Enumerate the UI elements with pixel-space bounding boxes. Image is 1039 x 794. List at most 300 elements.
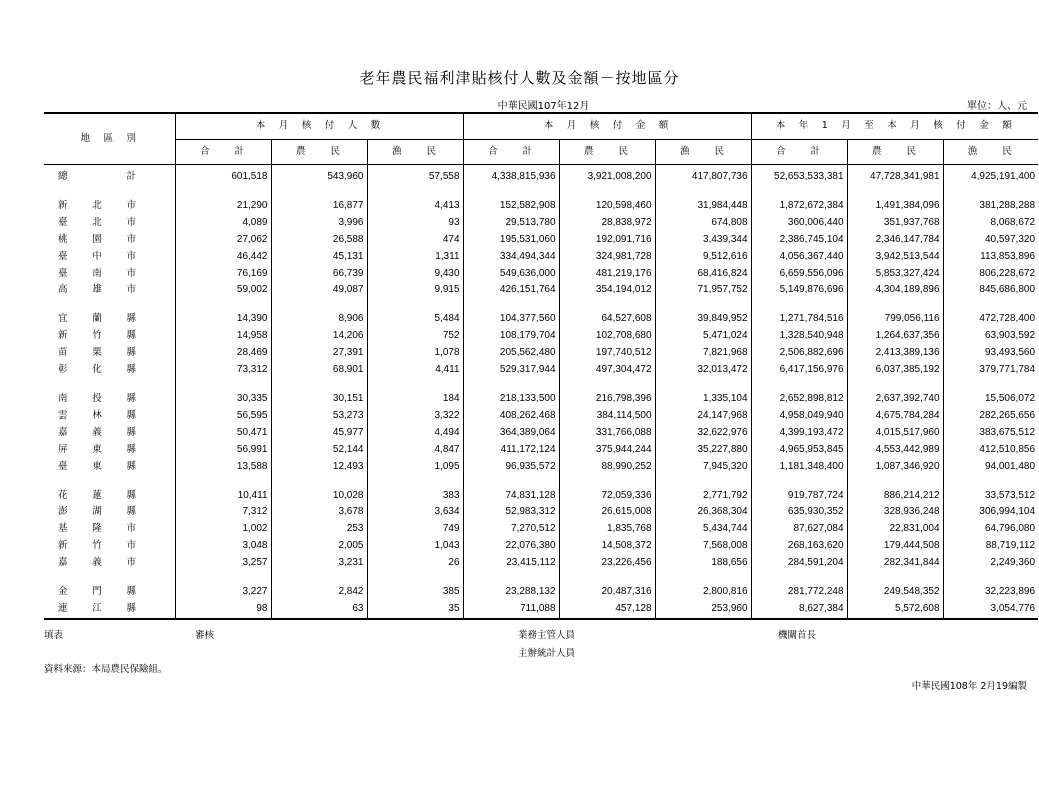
region-name [44,521,175,538]
region-char: 新 [58,330,68,342]
cell-amount-fisher: 1,335,104 [655,391,751,408]
cell-people-farmer: 16,877 [271,198,367,215]
cell-amount-fisher: 7,821,968 [655,345,751,362]
region-char: 縣 [126,347,136,359]
cell-people-farmer: 63 [271,601,367,619]
cell-amount-farmer: 64,527,608 [559,311,655,328]
cell-ytd-farmer: 5,572,608 [847,601,943,619]
cell-people-farmer: 12,493 [271,459,367,476]
cell-amount-total: 529,317,944 [463,362,559,379]
cell-amount-fisher: 5,434,744 [655,521,751,538]
cell-amount-fisher: 417,807,736 [655,165,751,186]
cell-amount-farmer: 354,194,012 [559,282,655,299]
cell-ytd-fisher: 472,728,400 [943,311,1038,328]
region-char: 嘉 [58,426,68,438]
cell-people-fisher: 4,494 [367,425,463,442]
cell-ytd-farmer: 249,548,352 [847,584,943,601]
cell-ytd-total: 268,163,620 [751,538,847,555]
header-amount-total: 合 計 [463,140,559,165]
cell-amount-total: 23,415,112 [463,555,559,572]
cell-people-total: 3,227 [175,584,271,601]
cell-people-total: 56,595 [175,408,271,425]
spacer-row [44,186,1038,198]
cell-ytd-total: 1,271,784,516 [751,311,847,328]
cell-ytd-farmer: 2,413,389,136 [847,345,943,362]
region-char: 市 [126,267,136,279]
cell-amount-fisher: 2,800,816 [655,584,751,601]
cell-people-total: 1,002 [175,521,271,538]
footer-supervisor: 業務主管人員 [518,630,576,641]
footer-statistics: 主辦統計人員 [518,648,576,659]
header-ytd-farmer: 農 民 [847,140,943,165]
data-source: 資料來源：本局農民保險組。 [44,664,168,675]
header-people-total: 合 計 [175,140,271,165]
cell-ytd-farmer: 2,637,392,740 [847,391,943,408]
region-char: 隆 [92,523,102,535]
region-char: 栗 [92,347,102,359]
cell-people-fisher: 1,078 [367,345,463,362]
cell-ytd-total: 1,328,540,948 [751,328,847,345]
cell-ytd-farmer: 22,831,004 [847,521,943,538]
cell-amount-fisher: 188,656 [655,555,751,572]
region-char: 連 [58,602,68,614]
region-char: 縣 [126,392,136,404]
region-name [44,311,175,328]
cell-amount-fisher: 9,512,616 [655,249,751,266]
region-char: 中 [92,250,102,262]
cell-amount-total: 205,562,480 [463,345,559,362]
region-char: 新 [58,540,68,552]
cell-people-farmer: 3,678 [271,504,367,521]
cell-amount-total: 218,133,500 [463,391,559,408]
region-char: 市 [126,557,136,569]
cell-amount-total: 23,288,132 [463,584,559,601]
cell-amount-total: 152,582,908 [463,198,559,215]
region-name [44,198,175,215]
cell-amount-total: 411,172,124 [463,442,559,459]
region-char: 縣 [126,506,136,518]
cell-people-fisher: 3,322 [367,408,463,425]
cell-amount-farmer: 20,487,316 [559,584,655,601]
region-char: 高 [58,284,68,296]
table-row [44,442,1038,459]
cell-ytd-total: 1,181,348,400 [751,459,847,476]
page-title: 老年農民福利津貼核付人數及金額－按地區分 [359,69,680,87]
cell-ytd-fisher: 383,675,512 [943,425,1038,442]
cell-ytd-total: 5,149,876,696 [751,282,847,299]
cell-ytd-total: 4,965,953,845 [751,442,847,459]
cell-people-farmer: 45,977 [271,425,367,442]
cell-people-farmer: 543,960 [271,165,367,186]
cell-people-farmer: 53,273 [271,408,367,425]
spacer-row [44,476,1038,488]
cell-amount-farmer: 88,990,252 [559,459,655,476]
cell-ytd-total: 2,652,898,812 [751,391,847,408]
header-amount-fisher: 漁 民 [655,140,751,165]
region-name [44,504,175,521]
table-row [44,601,1038,619]
cell-people-farmer: 66,739 [271,266,367,283]
region-char: 市 [126,540,136,552]
cell-ytd-total: 52,653,533,381 [751,165,847,186]
header-amount-farmer: 農 民 [559,140,655,165]
cell-ytd-fisher: 306,994,104 [943,504,1038,521]
region-name [44,345,175,362]
cell-people-farmer: 45,131 [271,249,367,266]
cell-amount-total: 7,270,512 [463,521,559,538]
cell-people-farmer: 3,996 [271,215,367,232]
cell-ytd-fisher: 93,493,560 [943,345,1038,362]
cell-amount-total: 29,513,780 [463,215,559,232]
region-char: 南 [92,267,102,279]
region-char: 北 [92,199,102,211]
cell-ytd-fisher: 63,903,592 [943,328,1038,345]
cell-people-fisher: 474 [367,232,463,249]
cell-people-fisher: 4,847 [367,442,463,459]
cell-people-farmer: 49,087 [271,282,367,299]
cell-people-total: 56,991 [175,442,271,459]
region-char: 雄 [92,284,102,296]
cell-ytd-total: 1,872,672,384 [751,198,847,215]
cell-ytd-fisher: 8,068,672 [943,215,1038,232]
cell-ytd-farmer: 6,037,385,192 [847,362,943,379]
region-char: 東 [92,460,102,472]
cell-ytd-total: 635,930,352 [751,504,847,521]
cell-ytd-farmer: 179,444,508 [847,538,943,555]
region-char: 市 [126,284,136,296]
cell-amount-farmer: 331,766,088 [559,425,655,442]
cell-people-fisher: 9,915 [367,282,463,299]
cell-people-total: 50,471 [175,425,271,442]
region-char: 竹 [92,330,102,342]
region-name [44,555,175,572]
cell-ytd-farmer: 328,936,248 [847,504,943,521]
cell-ytd-farmer: 2,346,147,784 [847,232,943,249]
cell-amount-farmer: 192,091,716 [559,232,655,249]
region-char: 嘉 [58,557,68,569]
region-name [44,442,175,459]
cell-ytd-total: 6,659,556,096 [751,266,847,283]
spacer-row [44,299,1038,311]
table-row [44,198,1038,215]
cell-amount-total: 74,831,128 [463,488,559,505]
cell-amount-farmer: 324,981,728 [559,249,655,266]
cell-people-total: 4,089 [175,215,271,232]
cell-ytd-fisher: 412,510,856 [943,442,1038,459]
cell-people-fisher: 1,095 [367,459,463,476]
region-char: 縣 [126,426,136,438]
cell-ytd-fisher: 381,288,288 [943,198,1038,215]
region-char: 東 [92,443,102,455]
header-group-ytd: 本 年 1 月 至 本 月 核 付 金 額 [751,113,1038,140]
cell-people-fisher: 385 [367,584,463,601]
cell-ytd-fisher: 3,054,776 [943,601,1038,619]
cell-people-farmer: 26,588 [271,232,367,249]
cell-ytd-fisher: 113,853,896 [943,249,1038,266]
cell-people-total: 28,469 [175,345,271,362]
cell-people-fisher: 9,430 [367,266,463,283]
cell-ytd-total: 8,627,384 [751,601,847,619]
cell-amount-fisher: 3,439,344 [655,232,751,249]
table-row [44,425,1038,442]
cell-ytd-total: 6,417,156,976 [751,362,847,379]
cell-people-total: 21,290 [175,198,271,215]
region-char: 臺 [58,216,68,228]
cell-amount-total: 711,088 [463,601,559,619]
cell-ytd-farmer: 3,942,513,544 [847,249,943,266]
region-char: 金 [58,586,68,598]
region-name [44,408,175,425]
cell-people-total: 59,002 [175,282,271,299]
cell-ytd-farmer: 282,341,844 [847,555,943,572]
cell-people-farmer: 8,906 [271,311,367,328]
region-name [44,601,175,619]
region-char: 門 [92,586,102,598]
cell-ytd-fisher: 2,249,360 [943,555,1038,572]
cell-ytd-farmer: 1,087,346,920 [847,459,943,476]
cell-people-fisher: 3,634 [367,504,463,521]
cell-amount-fisher: 35,227,880 [655,442,751,459]
cell-people-fisher: 93 [367,215,463,232]
cell-ytd-farmer: 351,937,768 [847,215,943,232]
cell-amount-farmer: 481,219,176 [559,266,655,283]
cell-amount-total: 4,338,815,936 [463,165,559,186]
cell-amount-fisher: 32,013,472 [655,362,751,379]
cell-ytd-fisher: 33,573,512 [943,488,1038,505]
cell-amount-farmer: 216,798,396 [559,391,655,408]
cell-people-fisher: 1,311 [367,249,463,266]
cell-people-fisher: 5,484 [367,311,463,328]
table-row [44,232,1038,249]
cell-amount-farmer: 375,944,244 [559,442,655,459]
region-char: 市 [126,199,136,211]
region-char: 投 [92,392,102,404]
cell-ytd-farmer: 4,553,442,989 [847,442,943,459]
cell-amount-total: 549,636,000 [463,266,559,283]
region-name [44,425,175,442]
cell-people-fisher: 57,558 [367,165,463,186]
region-name [44,266,175,283]
region-char: 宜 [58,313,68,325]
cell-people-total: 98 [175,601,271,619]
region-char: 北 [92,216,102,228]
cell-people-farmer: 27,391 [271,345,367,362]
cell-amount-fisher: 7,568,008 [655,538,751,555]
cell-ytd-farmer: 5,853,327,424 [847,266,943,283]
table-row [44,266,1038,283]
region-char: 縣 [126,313,136,325]
region-name [44,165,175,186]
region-char: 縣 [126,602,136,614]
cell-amount-fisher: 674,808 [655,215,751,232]
cell-people-fisher: 4,413 [367,198,463,215]
table-row [44,345,1038,362]
cell-amount-fisher: 31,984,448 [655,198,751,215]
statistics-table [44,112,1038,620]
table-row [44,504,1038,521]
region-char: 縣 [126,443,136,455]
region-char: 蓮 [92,489,102,501]
region-char: 縣 [126,586,136,598]
spacer-row [44,379,1038,391]
cell-people-total: 76,169 [175,266,271,283]
cell-people-fisher: 184 [367,391,463,408]
region-char: 雲 [58,409,68,421]
cell-amount-farmer: 3,921,008,200 [559,165,655,186]
cell-people-total: 46,442 [175,249,271,266]
cell-people-total: 73,312 [175,362,271,379]
cell-amount-fisher: 68,416,824 [655,266,751,283]
region-char: 花 [58,489,68,501]
region-char: 臺 [58,267,68,279]
region-char: 南 [58,392,68,404]
cell-ytd-fisher: 282,265,656 [943,408,1038,425]
region-char: 市 [126,216,136,228]
cell-ytd-fisher: 40,597,320 [943,232,1038,249]
cell-amount-total: 52,983,312 [463,504,559,521]
region-name [44,232,175,249]
cell-ytd-fisher: 806,228,672 [943,266,1038,283]
table-row [44,391,1038,408]
cell-people-total: 3,048 [175,538,271,555]
header-ytd-total: 合 計 [751,140,847,165]
region-char: 市 [126,233,136,245]
table-row [44,555,1038,572]
table-row [44,408,1038,425]
region-name [44,584,175,601]
cell-ytd-total: 87,627,084 [751,521,847,538]
report-period: 中華民國107年12月 [497,101,590,112]
header-group-people: 本 月 核 付 人 數 [175,113,463,140]
cell-amount-fisher: 24,147,968 [655,408,751,425]
table-row [44,459,1038,476]
cell-amount-fisher: 39,849,952 [655,311,751,328]
cell-ytd-farmer: 47,728,341,981 [847,165,943,186]
cell-amount-fisher: 253,960 [655,601,751,619]
cell-amount-fisher: 5,471,024 [655,328,751,345]
cell-amount-farmer: 102,708,680 [559,328,655,345]
header-ytd-fisher: 漁 民 [943,140,1038,165]
table-row [44,328,1038,345]
cell-amount-farmer: 384,114,500 [559,408,655,425]
cell-people-farmer: 30,151 [271,391,367,408]
table-row [44,488,1038,505]
region-name [44,282,175,299]
cell-amount-fisher: 7,945,320 [655,459,751,476]
cell-ytd-fisher: 4,925,191,400 [943,165,1038,186]
region-char: 林 [92,409,102,421]
cell-amount-total: 104,377,560 [463,311,559,328]
cell-amount-farmer: 1,835,768 [559,521,655,538]
cell-amount-farmer: 26,615,008 [559,504,655,521]
region-name [44,328,175,345]
region-char: 化 [92,364,102,376]
cell-amount-total: 364,389,064 [463,425,559,442]
cell-amount-total: 96,935,572 [463,459,559,476]
cell-people-fisher: 35 [367,601,463,619]
table-row [44,538,1038,555]
cell-ytd-fisher: 379,771,784 [943,362,1038,379]
table-row [44,215,1038,232]
region-char: 基 [58,523,68,535]
cell-amount-total: 195,531,060 [463,232,559,249]
cell-amount-farmer: 457,128 [559,601,655,619]
cell-people-total: 601,518 [175,165,271,186]
cell-people-fisher: 383 [367,488,463,505]
header-people-farmer: 農 民 [271,140,367,165]
region-char: 縣 [126,460,136,472]
footer-prepared: 填表 [44,630,64,641]
cell-people-fisher: 1,043 [367,538,463,555]
region-char: 市 [126,523,136,535]
cell-people-farmer: 14,206 [271,328,367,345]
region-char: 縣 [126,330,136,342]
region-char: 義 [92,426,102,438]
table-body [44,165,1038,619]
cell-amount-farmer: 497,304,472 [559,362,655,379]
cell-ytd-total: 4,399,193,472 [751,425,847,442]
cell-amount-fisher: 71,957,752 [655,282,751,299]
footer-reviewed: 審核 [195,630,215,641]
table-row [44,584,1038,601]
header-people-fisher: 漁 民 [367,140,463,165]
cell-ytd-fisher: 32,223,896 [943,584,1038,601]
cell-ytd-farmer: 886,214,212 [847,488,943,505]
cell-amount-fisher: 2,771,792 [655,488,751,505]
cell-amount-farmer: 14,508,372 [559,538,655,555]
cell-people-total: 10,411 [175,488,271,505]
cell-people-farmer: 2,842 [271,584,367,601]
cell-ytd-farmer: 4,015,517,960 [847,425,943,442]
cell-people-fisher: 4,411 [367,362,463,379]
cell-people-fisher: 749 [367,521,463,538]
cell-ytd-total: 2,506,882,696 [751,345,847,362]
cell-ytd-farmer: 4,304,189,896 [847,282,943,299]
cell-amount-total: 334,494,344 [463,249,559,266]
cell-ytd-total: 281,772,248 [751,584,847,601]
cell-ytd-total: 360,006,440 [751,215,847,232]
cell-amount-total: 426,151,764 [463,282,559,299]
header-group-amount: 本 月 核 付 金 額 [463,113,751,140]
region-name [44,215,175,232]
cell-people-total: 14,958 [175,328,271,345]
cell-ytd-farmer: 1,491,384,096 [847,198,943,215]
cell-amount-total: 408,262,468 [463,408,559,425]
table-row [44,282,1038,299]
region-char: 計 [126,171,136,182]
region-char: 市 [126,250,136,262]
cell-amount-total: 22,076,380 [463,538,559,555]
cell-ytd-fisher: 64,796,080 [943,521,1038,538]
cell-people-farmer: 10,028 [271,488,367,505]
cell-people-total: 27,062 [175,232,271,249]
header-region: 地 區 別 [44,113,175,165]
region-char: 總 [58,171,68,182]
region-char: 縣 [126,364,136,376]
cell-ytd-farmer: 4,675,784,284 [847,408,943,425]
region-char: 蘭 [92,313,102,325]
cell-amount-farmer: 28,838,972 [559,215,655,232]
region-char: 臺 [58,460,68,472]
spacer-row [44,572,1038,584]
region-char: 新 [58,199,68,211]
cell-ytd-farmer: 799,056,116 [847,311,943,328]
compiled-date: 中華民國108年 2月19編製 [911,681,1027,692]
cell-ytd-total: 919,787,724 [751,488,847,505]
table-row [44,521,1038,538]
cell-ytd-total: 284,591,204 [751,555,847,572]
region-name [44,459,175,476]
